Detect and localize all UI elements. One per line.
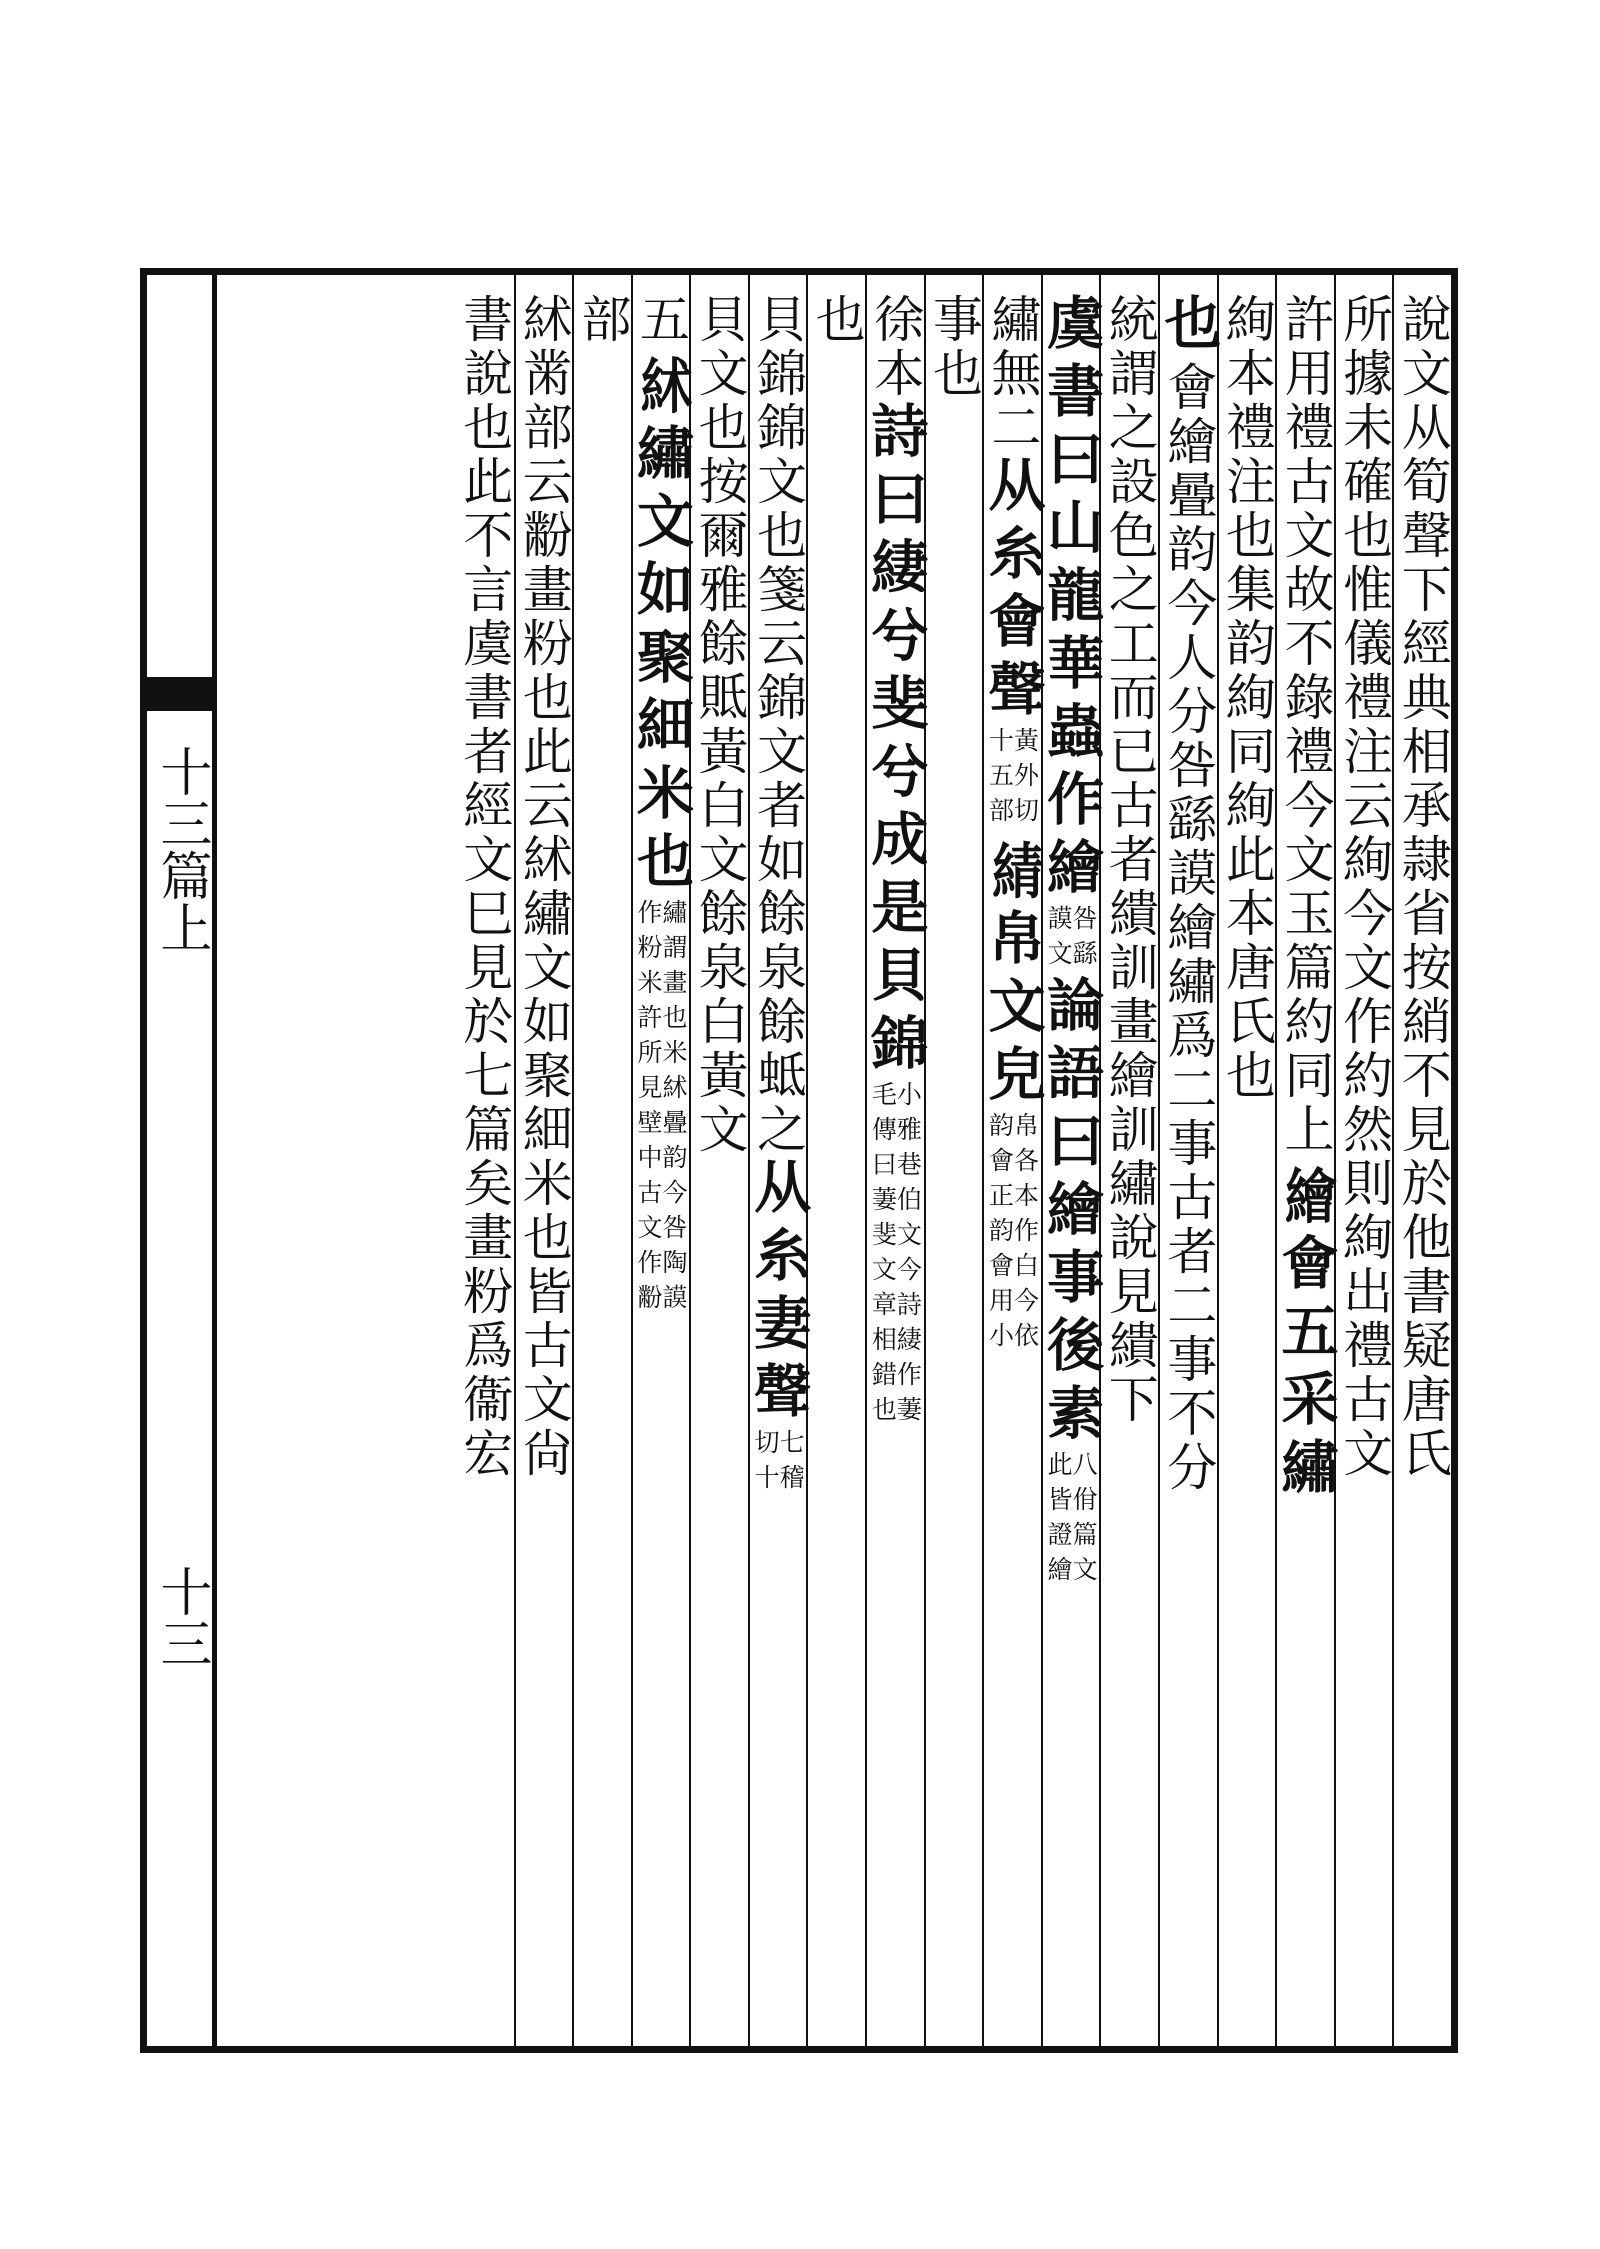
headword-text: 繡文如聚細米也	[627, 423, 695, 899]
commentary-text: 說文从筍聲下經典相承隷省按綃不見於他書疑唐氏	[1393, 293, 1452, 1481]
commentary-note	[868, 1081, 923, 1431]
commentary-note	[985, 727, 1040, 832]
text-column	[1272, 275, 1340, 2046]
text-column	[806, 275, 865, 2046]
text-column	[627, 275, 695, 2046]
headword-text: 从糸妻聲	[744, 1157, 812, 1429]
text-column	[979, 275, 1047, 2046]
text-column	[1392, 275, 1451, 2046]
commentary-note	[1044, 905, 1099, 975]
commentary-text: 統謂之設色之工而已古者繢訓畫繪訓繡說見繢下	[1100, 293, 1159, 1427]
text-column	[572, 275, 631, 2046]
commentary-text: 絢本禮注也集韵絢同絢此本唐氏也	[1217, 293, 1276, 1103]
commentary-text: 所據未確也惟儀禮注云絢今文作約然則絢出禮古文	[1335, 293, 1394, 1481]
commentary-line-right: 帛各本作白今依	[1010, 1112, 1040, 1357]
commentary-text: 貝錦錦文也箋云錦文者如餘泉餘蚳之	[749, 293, 808, 1157]
commentary-text: 繡無二	[983, 293, 1042, 455]
commentary-line-right: 小雅巷伯文今詩緀作萋	[893, 1081, 923, 1431]
commentary-line-right: 咎繇	[1069, 905, 1099, 975]
text-column	[1037, 275, 1105, 2046]
headword-text: 會五采繡	[1272, 1233, 1340, 1505]
book-page	[140, 268, 1458, 2053]
seal-script-char: 絉	[630, 355, 692, 415]
text-column	[1154, 275, 1222, 2046]
commentary-line-right: 八佾篇文	[1069, 1451, 1099, 1591]
commentary-line-left: 韵會正韵會用小	[985, 1112, 1015, 1357]
commentary-text: 也	[807, 293, 866, 347]
folio-number: 十三	[151, 1565, 211, 1669]
seal-script-char: 綪	[982, 840, 1044, 900]
text-column	[1217, 275, 1276, 2046]
commentary-line-right: 七稽	[776, 1429, 806, 1499]
commentary-text: 事也	[924, 293, 983, 401]
commentary-line-left: 作粉米許所見壁中古文作黺	[633, 899, 663, 1319]
fishtail-mark	[147, 677, 212, 711]
commentary-text: 會繪曡韵今人分咎繇謨繪繡爲二事古者二事不分	[1159, 361, 1218, 1495]
commentary-text: 書說也此不言虞書者經文巳見於七篇矣畫粉爲衞宏	[455, 293, 514, 1481]
headword-text: 詩曰緀兮斐兮成是貝錦	[861, 401, 929, 1081]
commentary-line-left: 毛傳曰萋斐文章相錯也	[868, 1081, 898, 1431]
commentary-line-right: 繡謂畫也米絉曡韵今咎陶謨	[658, 899, 688, 1319]
commentary-text: 許用禮古文故不錄禮今文玉篇約同上	[1276, 293, 1335, 1157]
text-column	[924, 275, 983, 2046]
headword-text: 論語曰繪事後素	[1037, 975, 1105, 1451]
text-column	[744, 275, 812, 2046]
text-column	[1334, 275, 1393, 2046]
commentary-line-right: 黃外切	[1010, 727, 1040, 832]
page-margin-strip	[147, 275, 217, 2046]
chapter-label: 十三篇上	[151, 745, 211, 953]
commentary-text: 部	[573, 293, 632, 347]
text-column	[514, 275, 573, 2046]
commentary-note	[633, 899, 688, 1319]
commentary-line-left: 切十	[751, 1429, 781, 1499]
seal-script-char: 繪	[1275, 1165, 1337, 1225]
commentary-text: 徐本	[866, 293, 925, 401]
text-column	[861, 275, 929, 2046]
headword-text: 从糸會聲	[979, 455, 1047, 727]
commentary-text: 絉黹部云黺畫粉也此云絉繡文如聚細米也皆古文尙	[514, 293, 573, 1481]
headword-text: 虞書曰山龍華蟲作繪	[1037, 293, 1105, 905]
commentary-note	[985, 1112, 1040, 1357]
commentary-text: 貝文也按爾雅餘貾黃白文餘泉白黃文	[690, 293, 749, 1157]
commentary-line-left: 十五部	[985, 727, 1015, 832]
commentary-note	[1044, 1451, 1099, 1591]
text-column	[689, 275, 748, 2046]
text-column	[455, 275, 514, 2046]
headword-text: 帛文皃	[979, 908, 1047, 1112]
commentary-note	[751, 1429, 806, 1499]
text-column	[1099, 275, 1158, 2046]
commentary-line-left: 此皆證繪	[1044, 1451, 1074, 1591]
commentary-text: 五	[631, 293, 690, 347]
commentary-line-left: 謨文	[1044, 905, 1074, 975]
text-body	[217, 275, 1451, 2046]
headword-text: 也	[1154, 293, 1222, 361]
